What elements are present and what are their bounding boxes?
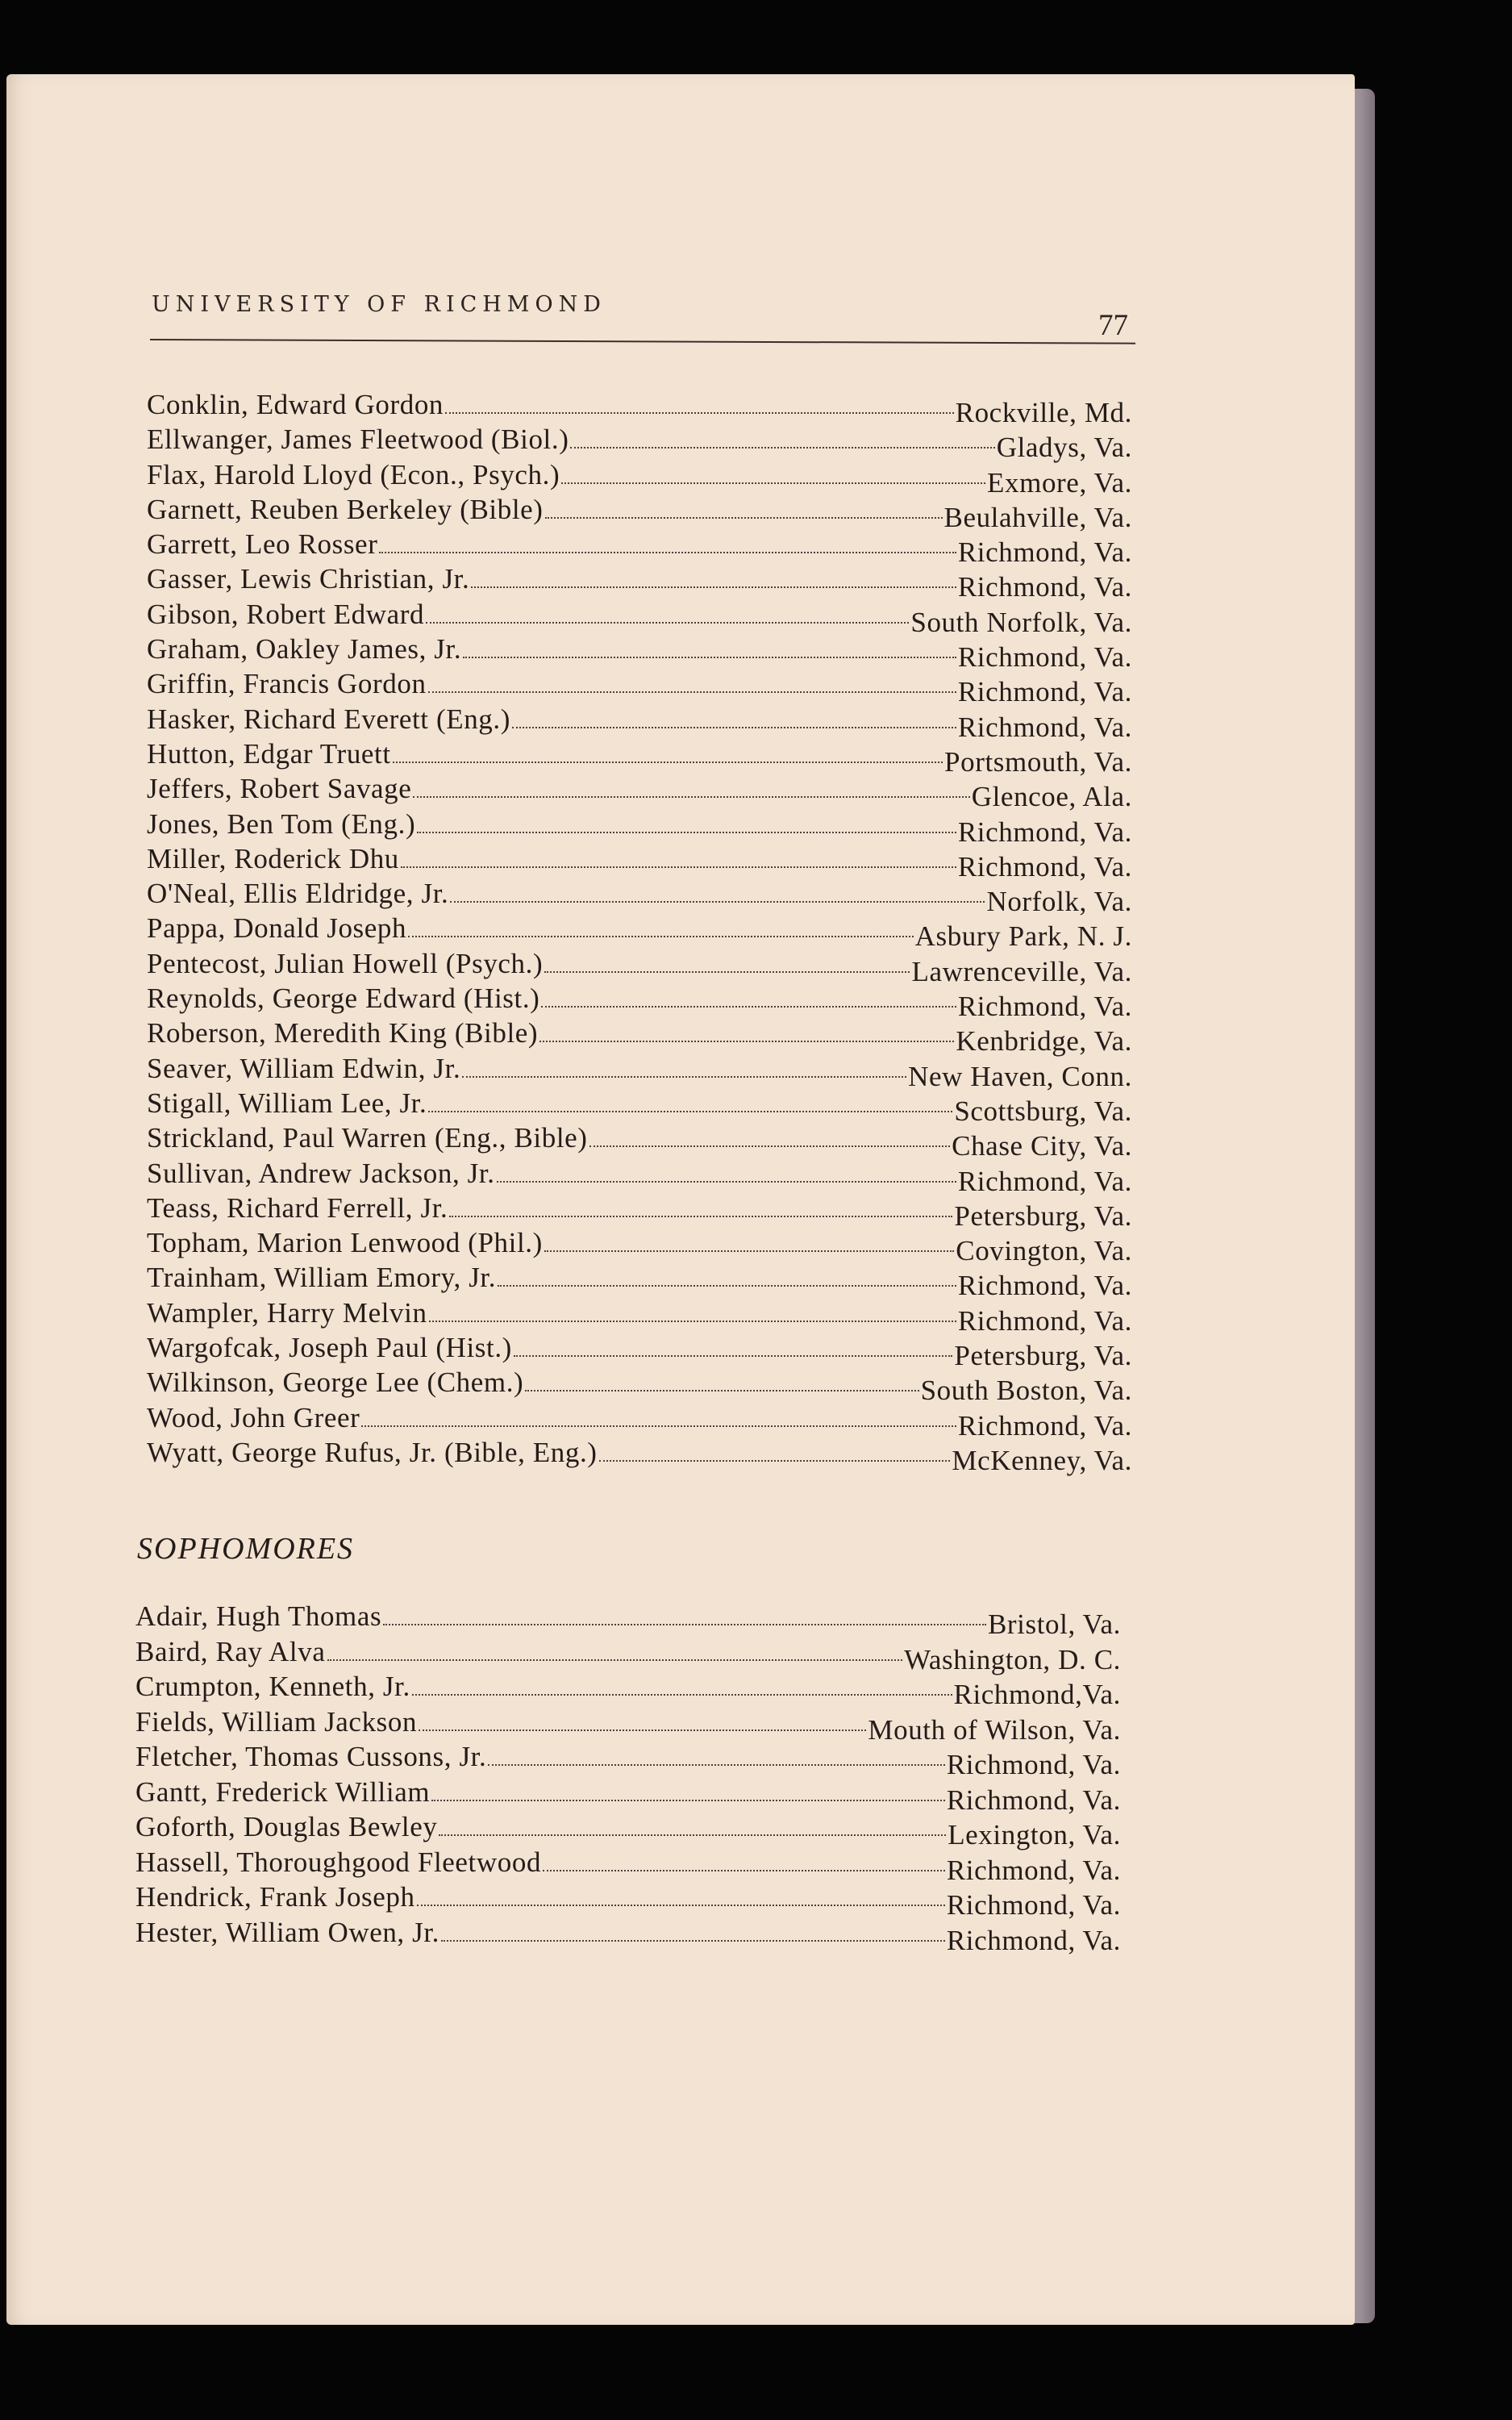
student-name: Wampler, Harry Melvin	[147, 1296, 427, 1329]
student-name: Teass, Richard Ferrell, Jr.	[147, 1191, 448, 1224]
student-name: Miller, Roderick Dhu	[147, 842, 399, 874]
hometown: Richmond, Va.	[957, 1304, 1132, 1337]
dot-leader	[497, 1181, 956, 1183]
student-list	[147, 387, 1132, 1476]
hometown: Portsmouth, Va.	[944, 745, 1132, 778]
student-name: Jeffers, Robert Savage	[147, 773, 412, 805]
student-name: Wilkinson, George Lee (Chem.)	[147, 1366, 524, 1399]
student-name: Topham, Marion Lenwood (Phil.)	[147, 1227, 543, 1259]
student-name: Trainham, William Emory, Jr.	[147, 1262, 497, 1294]
running-head: UNIVERSITY OF RICHMOND	[152, 292, 606, 317]
dot-leader	[498, 1285, 956, 1287]
hometown: Washington, D. C.	[904, 1643, 1121, 1675]
dot-leader	[450, 901, 985, 903]
student-name: Wood, John Greer	[147, 1401, 360, 1433]
hometown: Richmond, Va.	[946, 1889, 1121, 1921]
dot-leader	[544, 1250, 954, 1252]
dot-leader	[514, 1355, 952, 1357]
student-name: Strickland, Paul Warren (Eng., Bible)	[147, 1122, 588, 1154]
list-item	[135, 1599, 1121, 1640]
list-item	[135, 1634, 1121, 1675]
dot-leader	[561, 482, 985, 484]
hometown: Rockville, Md.	[955, 397, 1132, 428]
dot-leader	[471, 586, 956, 588]
dot-leader	[428, 1111, 952, 1112]
student-name: O'Neal, Ellis Eldridge, Jr.	[147, 878, 449, 910]
hometown: Richmond, Va.	[946, 1924, 1121, 1956]
student-name: Hester, William Owen, Jr.	[135, 1916, 440, 1948]
dot-leader	[428, 691, 956, 693]
dot-leader	[449, 1216, 952, 1217]
student-name: Crumpton, Kenneth, Jr.	[135, 1671, 410, 1702]
dot-leader	[539, 1041, 954, 1042]
dot-leader	[379, 552, 956, 553]
dot-leader	[599, 1460, 951, 1462]
dot-leader	[441, 1940, 945, 1942]
hometown: Richmond, Va.	[957, 850, 1132, 882]
dot-leader	[462, 1076, 906, 1078]
student-name: Graham, Oakley James, Jr.	[147, 633, 462, 666]
hometown: Richmond, Va.	[957, 816, 1132, 848]
hometown: Kenbridge, Va.	[956, 1025, 1132, 1058]
dot-leader	[408, 936, 913, 937]
hometown: Richmond, Va.	[957, 536, 1132, 569]
student-name: Wyatt, George Rufus, Jr. (Bible, Eng.)	[147, 1436, 598, 1468]
dot-leader	[417, 1905, 945, 1906]
hometown: New Haven, Conn.	[908, 1060, 1132, 1092]
hometown: McKenney, Va.	[952, 1444, 1132, 1476]
dot-leader	[401, 866, 956, 868]
hometown: Gladys, Va.	[996, 432, 1132, 464]
student-name: Garrett, Leo Rosser	[147, 528, 378, 561]
list-item	[147, 457, 1132, 499]
dot-leader	[429, 1321, 956, 1322]
dot-leader	[525, 1390, 918, 1392]
list-item	[147, 492, 1132, 533]
dot-leader	[412, 1694, 952, 1696]
dot-leader	[570, 447, 994, 449]
hometown: Richmond, Va.	[957, 711, 1132, 743]
hometown: Asbury Park, N. J.	[914, 920, 1132, 953]
dot-leader	[431, 1800, 945, 1801]
student-name: Fletcher, Thomas Cussons, Jr.	[135, 1741, 487, 1772]
student-name: Seaver, William Edwin, Jr.	[147, 1052, 461, 1084]
dot-leader	[463, 657, 956, 658]
student-name: Pentecost, Julian Howell (Psych.)	[147, 947, 544, 979]
dot-leader	[419, 1729, 866, 1731]
hometown: Richmond, Va.	[957, 641, 1132, 674]
student-name: Flax, Harold Lloyd (Econ., Psych.)	[147, 458, 560, 490]
list-item	[147, 911, 1132, 953]
student-name: Gasser, Lewis Christian, Jr.	[147, 563, 470, 595]
hometown: Richmond, Va.	[946, 1749, 1121, 1780]
hometown: Richmond, Va.	[957, 1270, 1132, 1302]
hometown: Chase City, Va.	[952, 1130, 1132, 1162]
hometown: Beulahville, Va.	[943, 501, 1132, 533]
hometown: Richmond, Va.	[957, 676, 1132, 708]
list-item	[147, 387, 1132, 428]
student-name: Garnett, Reuben Berkeley (Bible)	[147, 493, 544, 525]
student-name: Wargofcak, Joseph Paul (Hist.)	[147, 1332, 512, 1364]
page-number: 77	[1098, 309, 1128, 342]
student-name: Ellwanger, James Fleetwood (Biol.)	[147, 424, 569, 456]
dot-leader	[445, 412, 954, 414]
hometown: Bristol, Va.	[987, 1608, 1121, 1640]
student-name: Pappa, Donald Joseph	[147, 912, 407, 945]
student-name: Hassell, Thoroughgood Fleetwood	[135, 1846, 542, 1878]
dot-leader	[413, 796, 969, 798]
student-name: Fields, William Jackson	[135, 1705, 418, 1738]
sophomore-list	[135, 1599, 1121, 1956]
dot-leader	[383, 1624, 986, 1625]
hometown: Petersburg, Va.	[954, 1340, 1132, 1372]
hometown: Glencoe, Ala.	[971, 781, 1132, 813]
hometown: Richmond,Va.	[953, 1679, 1121, 1710]
student-name: Hasker, Richard Everett (Eng.)	[147, 703, 511, 735]
student-name: Adair, Hugh Thomas	[135, 1600, 382, 1632]
hometown: Lexington, Va.	[948, 1819, 1121, 1850]
student-name: Baird, Ray Alva	[135, 1635, 326, 1667]
dot-leader	[541, 1006, 956, 1008]
hometown: Exmore, Va.	[987, 466, 1132, 499]
student-name: Roberson, Meredith King (Bible)	[147, 1017, 539, 1049]
hometown: South Norfolk, Va.	[910, 606, 1132, 638]
dot-leader	[439, 1834, 946, 1836]
student-name: Reynolds, George Edward (Hist.)	[147, 983, 540, 1015]
hometown: Norfolk, Va.	[986, 886, 1132, 918]
hometown: South Boston, Va.	[920, 1375, 1132, 1407]
student-name: Goforth, Douglas Bewley	[135, 1811, 438, 1842]
hometown: Mouth of Wilson, Va.	[868, 1713, 1121, 1746]
hometown: Richmond, Va.	[946, 1784, 1121, 1816]
student-name: Sullivan, Andrew Jackson, Jr.	[147, 1157, 495, 1189]
student-name: Jones, Ben Tom (Eng.)	[147, 807, 416, 840]
dot-leader	[361, 1425, 956, 1427]
dot-leader	[327, 1659, 903, 1661]
student-name: Gantt, Frederick William	[135, 1775, 431, 1808]
hometown: Richmond, Va.	[957, 991, 1132, 1023]
hometown: Richmond, Va.	[957, 1165, 1132, 1197]
dot-leader	[417, 832, 956, 833]
hometown: Richmond, Va.	[946, 1854, 1121, 1886]
hometown: Lawrenceville, Va.	[911, 955, 1132, 987]
student-name: Hendrick, Frank Joseph	[135, 1881, 415, 1913]
hometown: Richmond, Va.	[957, 571, 1132, 603]
hometown: Richmond, Va.	[957, 1409, 1132, 1442]
hometown: Covington, Va.	[956, 1235, 1132, 1267]
dot-leader	[512, 727, 956, 728]
section-title-sophomores: SOPHOMORES	[137, 1532, 355, 1566]
student-name: Gibson, Robert Edward	[147, 598, 425, 630]
dot-leader	[544, 971, 910, 973]
dot-leader	[545, 517, 943, 519]
dot-leader	[488, 1764, 944, 1766]
student-name: Hutton, Edgar Truett	[147, 737, 391, 770]
dot-leader	[589, 1145, 951, 1147]
dot-leader	[426, 622, 909, 624]
student-name: Stigall, William Lee, Jr.	[147, 1087, 427, 1119]
hometown: Scottsburg, Va.	[954, 1095, 1132, 1127]
hometown: Petersburg, Va.	[954, 1200, 1132, 1232]
student-name: Griffin, Francis Gordon	[147, 668, 427, 700]
dot-leader	[393, 761, 943, 763]
dot-leader	[543, 1870, 945, 1871]
student-name: Conklin, Edward Gordon	[147, 389, 444, 420]
